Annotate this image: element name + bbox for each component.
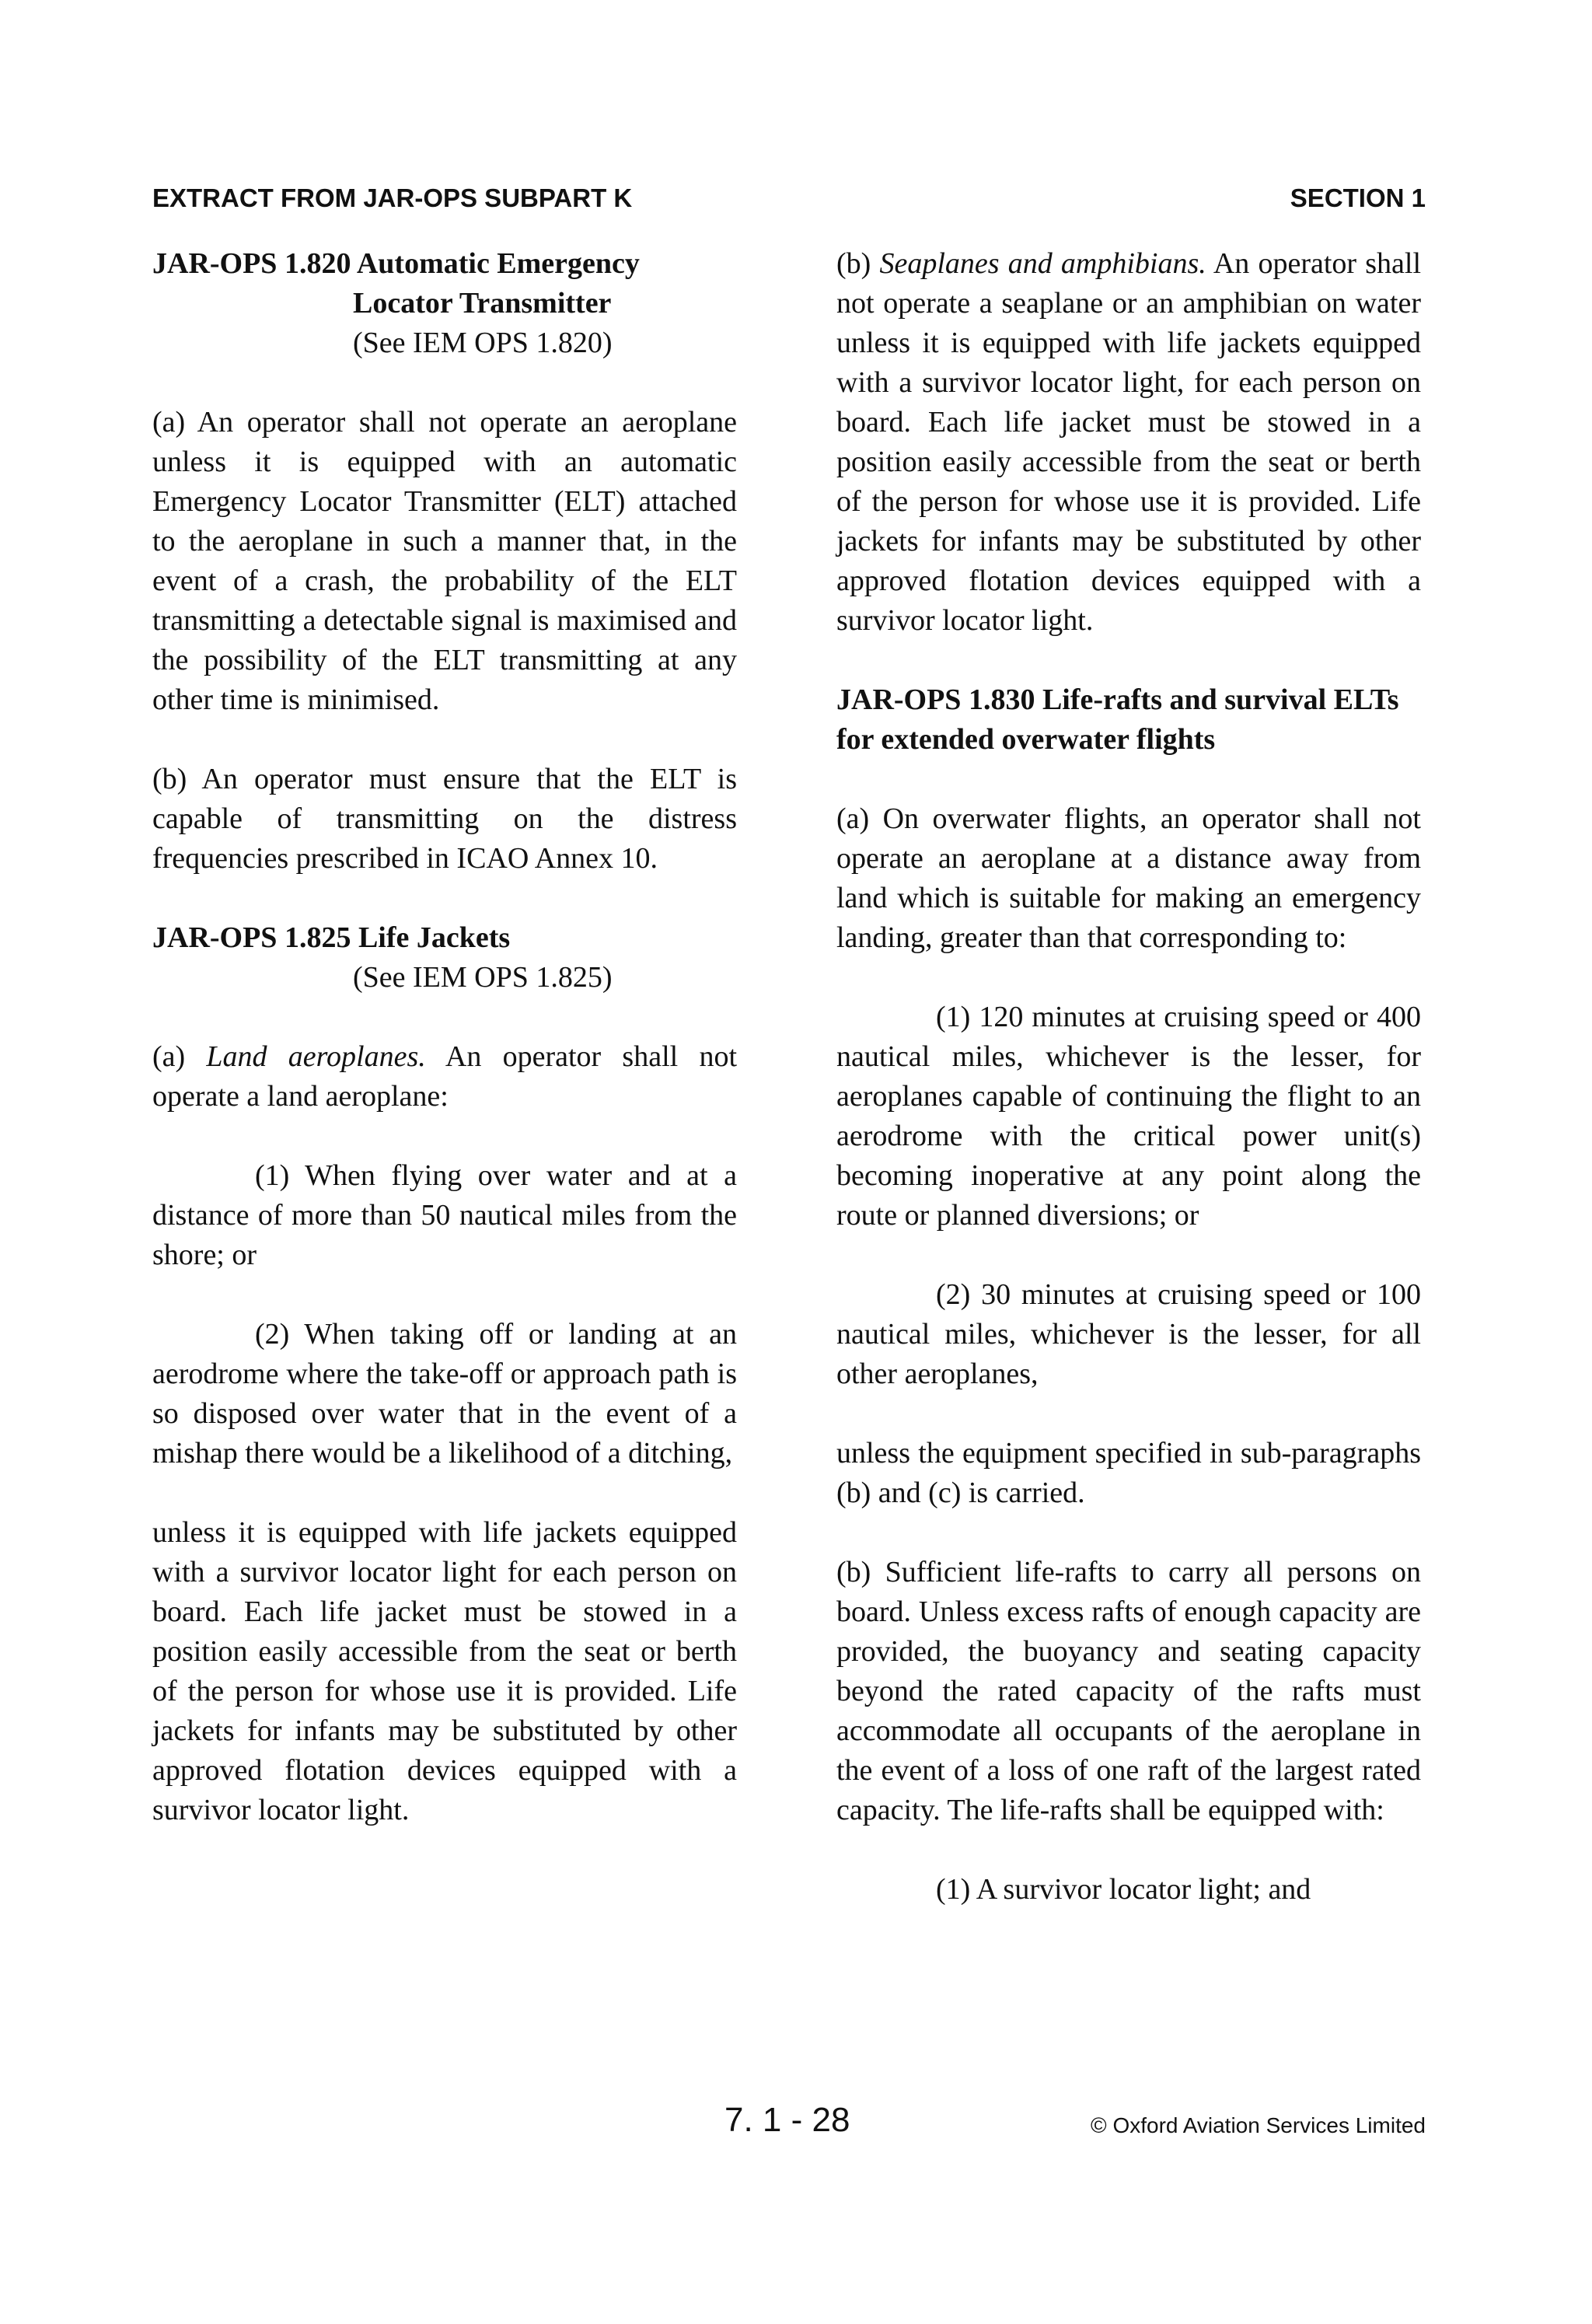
header-section-label: SECTION 1: [1290, 183, 1426, 212]
page-header: [152, 183, 1426, 221]
para-a-text: An operator shall not operate a land aeroplane:: [152, 1040, 737, 1113]
para-b-prefix: (b): [836, 247, 880, 280]
section-820-paragraph-b: (b) An operator must ensure that the ELT is capable of transmitting on the distress frequencies prescribed in ICAO Annex 10.: [152, 763, 737, 875]
section-830-item-1: (1) 120 minutes at cruising speed or 400 nautical miles, whichever is the lesser, for aeroplanes capable of continuing the flight to an aerodrome with the critical power unit(s) becoming inoperative at any point along the route or planned diversions; or: [836, 1001, 1421, 1232]
section-820-paragraph-a: (a) An operator shall not operate an aeroplane unless it is equipped with an automatic Emergency Locator Transmitter (ELT) attached to the aeroplane in such a manner that, in the event of a crash, the probability of the ELT transmitting a detectable signal is maximised and the possibility of the ELT transmitting at any other time is minimised.: [152, 406, 737, 716]
section-825-item-1: (1) When flying over water and at a distance of more than 50 nautical miles from the shore; or: [152, 1159, 737, 1271]
page-footer: [152, 2101, 1426, 2148]
section-825-title: JAR-OPS 1.825 Life Jackets: [152, 921, 511, 954]
section-830-paragraph-b: (b) Sufficient life-rafts to carry all persons on board. Unless excess rafts of enough capacity are provided, the buoyancy and seating capacity beyond the rated capacity of the rafts must accommodate all occupants of the aeroplane in the event of a loss of one raft of the largest rated capacity. The life-rafts shall be equipped with:: [836, 1556, 1421, 1826]
copyright-notice: © Oxford Aviation Services Limited: [1091, 2113, 1426, 2137]
section-825-item-2: (2) When taking off or landing at an aerodrome where the take-off or approach path is so disposed over water that in the event of a mishap there would be a likelihood of a ditching,: [152, 1318, 737, 1470]
section-830-b-item-1: (1) A survivor locator light; and: [936, 1873, 1311, 1906]
para-a-italic-heading: Land aeroplanes.: [206, 1040, 426, 1073]
header-left-title: EXTRACT FROM JAR-OPS SUBPART K: [152, 183, 633, 212]
section-825-see-reference: (See IEM OPS 1.825): [353, 961, 613, 994]
para-b-italic-heading: Seaplanes and amphibians.: [879, 247, 1206, 280]
left-column: [152, 244, 737, 1830]
para-a-prefix: (a): [152, 1040, 207, 1073]
para-b-text: An operator shall not operate a seaplane or an amphibian on water unless it is equipped with life jackets equipped with a survivor locator light, for each person on board. Each life jacket must be stowed in a position easily accessible from the seat or berth of the person for whose use it is provided. Life jackets for infants may be substituted by other approved flotation devices equipped with a survivor locator light.: [836, 247, 1421, 637]
section-830-title: JAR-OPS 1.830 Life-rafts and survival ELTs for extended overwater flights: [836, 683, 1399, 756]
section-830-item-2: (2) 30 minutes at cruising speed or 100 nautical miles, whichever is the lesser, for all other aeroplanes,: [836, 1278, 1421, 1390]
section-820-title-line1: JAR-OPS 1.820 Automatic Emergency: [152, 247, 640, 280]
section-825-unless-paragraph: unless it is equipped with life jackets equipped with a survivor locator light for each person on board. Each life jacket must be stowed in a position easily accessible from the seat or berth of the person for whose use it is provided. Life jackets for infants may be substituted by other approved flotation devices equipped with a survivor locator light.: [152, 1516, 737, 1826]
right-column: [836, 244, 1421, 1910]
section-830-paragraph-a: (a) On overwater flights, an operator shall not operate an aeroplane at a distance away from land which is suitable for making an emergency landing, greater than that corresponding to:: [836, 802, 1421, 954]
page-number: 7. 1 - 28: [724, 2101, 850, 2139]
section-825-paragraph-b: [836, 244, 1421, 641]
section-825-paragraph-a: [152, 1037, 737, 1117]
section-830-unless-paragraph: unless the equipment specified in sub-paragraphs (b) and (c) is carried.: [836, 1437, 1421, 1509]
section-820-title-line2: Locator Transmitter: [353, 287, 612, 320]
section-820-see-reference: (See IEM OPS 1.820): [353, 327, 613, 359]
